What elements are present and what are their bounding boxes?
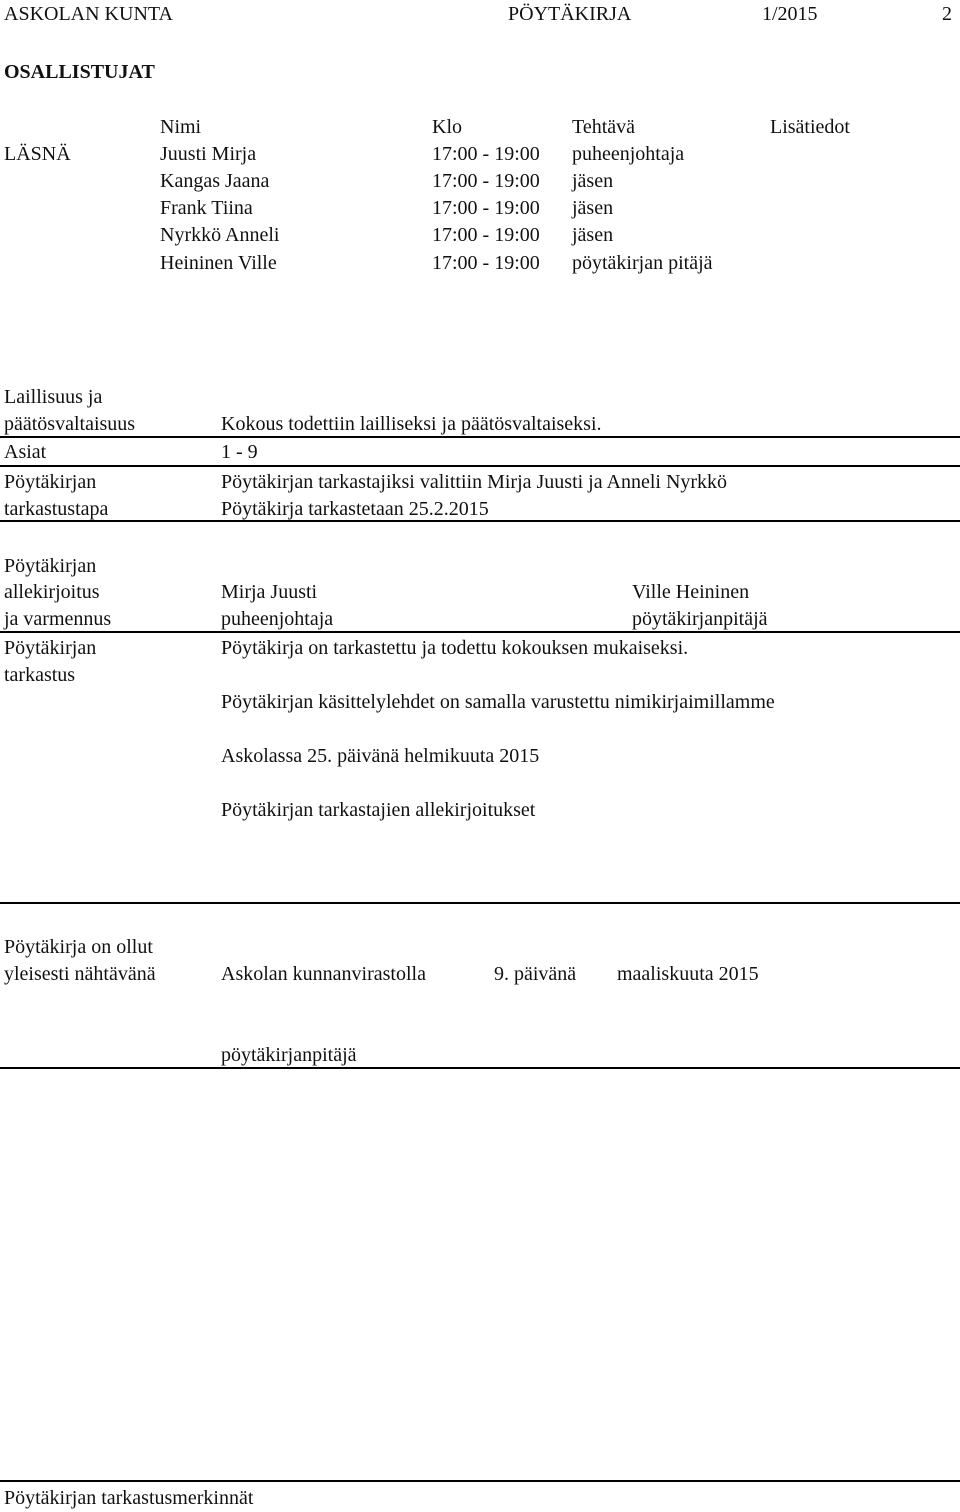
public-display-month-year: maaliskuuta 2015 bbox=[617, 963, 759, 985]
participant-time: 17:00 - 19:00 bbox=[432, 197, 540, 219]
review-label-line2: tarkastus bbox=[4, 664, 76, 686]
participant-time: 17:00 - 19:00 bbox=[432, 224, 540, 246]
review-method-text-line2: Pöytäkirja tarkastetaan 25.2.2015 bbox=[221, 498, 489, 520]
column-header-name: Nimi bbox=[160, 116, 202, 138]
divider bbox=[0, 436, 960, 438]
column-header-role: Tehtävä bbox=[572, 116, 636, 138]
signer1-name: Mirja Juusti bbox=[221, 581, 318, 603]
legality-label-line2: päätösvaltaisuus bbox=[4, 413, 136, 435]
footer-label: Pöytäkirjan tarkastusmerkinnät bbox=[4, 1487, 254, 1509]
signer2-role: pöytäkirjanpitäjä bbox=[632, 608, 768, 630]
divider bbox=[0, 520, 960, 522]
divider bbox=[0, 631, 960, 633]
document-number: 1/2015 bbox=[762, 3, 818, 25]
document-type: PÖYTÄKIRJA bbox=[508, 3, 632, 25]
review-method-text-line1: Pöytäkirjan tarkastajiksi valittiin Mirja Juusti ja Anneli Nyrkkö bbox=[221, 471, 728, 493]
present-label: LÄSNÄ bbox=[4, 143, 71, 165]
review-label-line1: Pöytäkirjan bbox=[4, 637, 97, 659]
section-title: OSALLISTUJAT bbox=[4, 61, 155, 83]
legality-text: Kokous todettiin lailliseksi ja päätösvaltaiseksi. bbox=[221, 413, 602, 435]
items-value: 1 - 9 bbox=[221, 441, 258, 463]
participant-role: jäsen bbox=[572, 224, 614, 246]
review-signatures-label: Pöytäkirjan tarkastajien allekirjoitukset bbox=[221, 799, 536, 821]
participant-time: 17:00 - 19:00 bbox=[432, 143, 540, 165]
participant-role: jäsen bbox=[572, 170, 614, 192]
participant-name: Heininen Ville bbox=[160, 252, 277, 274]
participant-time: 17:00 - 19:00 bbox=[432, 252, 540, 274]
signer1-role: puheenjohtaja bbox=[221, 608, 334, 630]
signer2-name: Ville Heininen bbox=[632, 581, 750, 603]
public-display-location: Askolan kunnanvirastolla bbox=[221, 963, 426, 985]
participant-role: puheenjohtaja bbox=[572, 143, 685, 165]
participant-role: jäsen bbox=[572, 197, 614, 219]
page-number: 2 bbox=[942, 3, 952, 25]
divider bbox=[0, 465, 960, 467]
review-method-label-line2: tarkastustapa bbox=[4, 498, 109, 520]
municipality-name: ASKOLAN KUNTA bbox=[4, 3, 173, 25]
review-place-date: Askolassa 25. päivänä helmikuuta 2015 bbox=[221, 745, 540, 767]
public-display-signer-role: pöytäkirjanpitäjä bbox=[221, 1044, 357, 1066]
participant-role: pöytäkirjan pitäjä bbox=[572, 252, 713, 274]
review-text-line2: Pöytäkirjan käsittelylehdet on samalla varustettu nimikirjaimillamme bbox=[221, 691, 775, 713]
participant-name: Frank Tiina bbox=[160, 197, 253, 219]
review-method-label-line1: Pöytäkirjan bbox=[4, 471, 97, 493]
review-text-line1: Pöytäkirja on tarkastettu ja todettu kokouksen mukaiseksi. bbox=[221, 637, 689, 659]
divider bbox=[0, 1067, 960, 1069]
column-header-notes: Lisätiedot bbox=[770, 116, 850, 138]
signing-label-line3: ja varmennus bbox=[4, 608, 112, 630]
public-display-label-line1: Pöytäkirja on ollut bbox=[4, 936, 153, 958]
signing-label-line2: allekirjoitus bbox=[4, 581, 100, 603]
public-display-label-line2: yleisesti nähtävänä bbox=[4, 963, 156, 985]
items-label: Asiat bbox=[4, 441, 47, 463]
participant-name: Kangas Jaana bbox=[160, 170, 270, 192]
participant-time: 17:00 - 19:00 bbox=[432, 170, 540, 192]
signing-label-line1: Pöytäkirjan bbox=[4, 555, 97, 577]
public-display-day: 9. päivänä bbox=[494, 963, 577, 985]
participant-name: Juusti Mirja bbox=[160, 143, 257, 165]
divider bbox=[0, 902, 960, 904]
legality-label-line1: Laillisuus ja bbox=[4, 386, 103, 408]
participant-name: Nyrkkö Anneli bbox=[160, 224, 280, 246]
divider bbox=[0, 1480, 960, 1482]
column-header-time: Klo bbox=[432, 116, 462, 138]
